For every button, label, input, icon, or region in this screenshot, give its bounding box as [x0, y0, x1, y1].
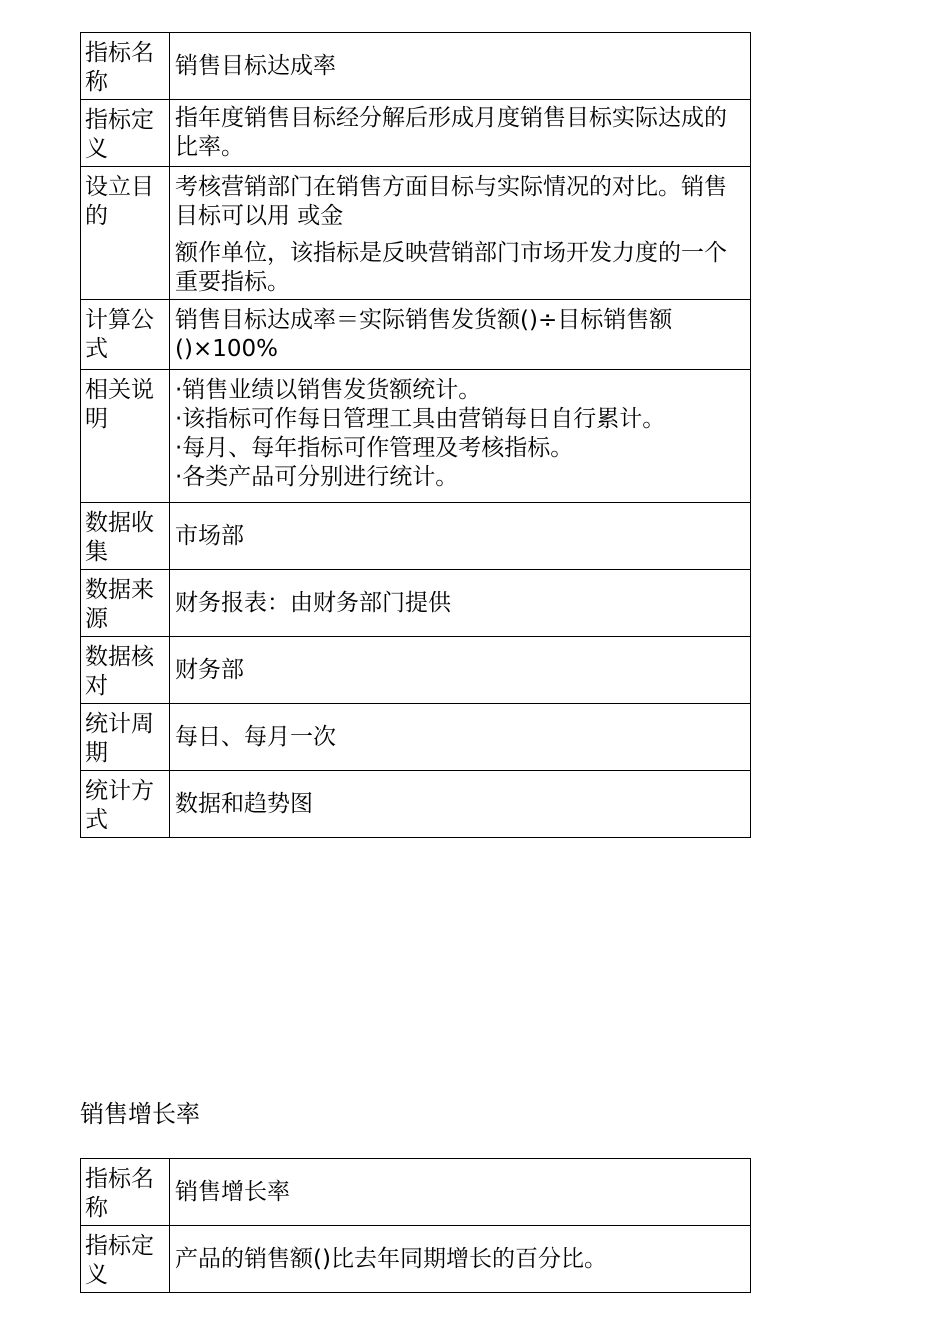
row-label: 数据收集 [81, 503, 170, 570]
kpi-table-sales-growth [80, 1158, 751, 1293]
row-label: 统计周期 [81, 704, 170, 771]
table-row [81, 704, 751, 771]
kpi-table-sales-target-achievement [80, 32, 751, 838]
note-line: ·该指标可作每日管理工具由营销每日自行累计。 [175, 406, 666, 432]
row-value: 指年度销售目标经分解后形成月度销售目标实际达成的比率。 [170, 100, 751, 167]
purpose-text-part2: 额作单位，该指标是反映营销部门市场开发力度的一个重要指标。 [175, 240, 727, 295]
row-label: 计算公式 [81, 300, 170, 370]
row-value: 销售目标达成率 [170, 33, 751, 100]
table-row [81, 570, 751, 637]
table-row [81, 100, 751, 167]
table-row [81, 503, 751, 570]
table-row [81, 300, 751, 370]
row-value: 数据和趋势图 [170, 771, 751, 838]
row-value: 财务报表：由财务部门提供 [170, 570, 751, 637]
table-row [81, 1226, 751, 1293]
note-line: ·销售业绩以销售发货额统计。 [175, 377, 482, 403]
row-value: 产品的销售额()比去年同期增长的百分比。 [170, 1226, 751, 1293]
note-line: ·每月、每年指标可作管理及考核指标。 [175, 435, 574, 461]
row-label: 数据核对 [81, 637, 170, 704]
row-label: 指标名称 [81, 33, 170, 100]
table-row [81, 167, 751, 300]
row-value: 销售目标达成率＝实际销售发货额()÷目标销售额()×100% [170, 300, 751, 370]
table-row [81, 771, 751, 838]
row-label: 设立目的 [81, 167, 170, 300]
row-label: 指标名称 [81, 1159, 170, 1226]
row-label: 统计方式 [81, 771, 170, 838]
row-value: 市场部 [170, 503, 751, 570]
row-label: 指标定义 [81, 100, 170, 167]
row-value [170, 167, 751, 300]
purpose-text-part1: 考核营销部门在销售方面目标与实际情况的对比。销售目标可以用 或金 [175, 174, 727, 229]
table-row [81, 33, 751, 100]
row-value: 销售增长率 [170, 1159, 751, 1226]
row-value: 每日、每月一次 [170, 704, 751, 771]
table-row [81, 1159, 751, 1226]
row-label: 指标定义 [81, 1226, 170, 1293]
row-value [170, 370, 751, 503]
row-label: 数据来源 [81, 570, 170, 637]
table-row [81, 370, 751, 503]
row-value: 财务部 [170, 637, 751, 704]
row-label: 相关说明 [81, 370, 170, 503]
table-row [81, 637, 751, 704]
note-line: ·各类产品可分别进行统计。 [175, 464, 459, 490]
section-title: 销售增长率 [80, 1100, 200, 1128]
